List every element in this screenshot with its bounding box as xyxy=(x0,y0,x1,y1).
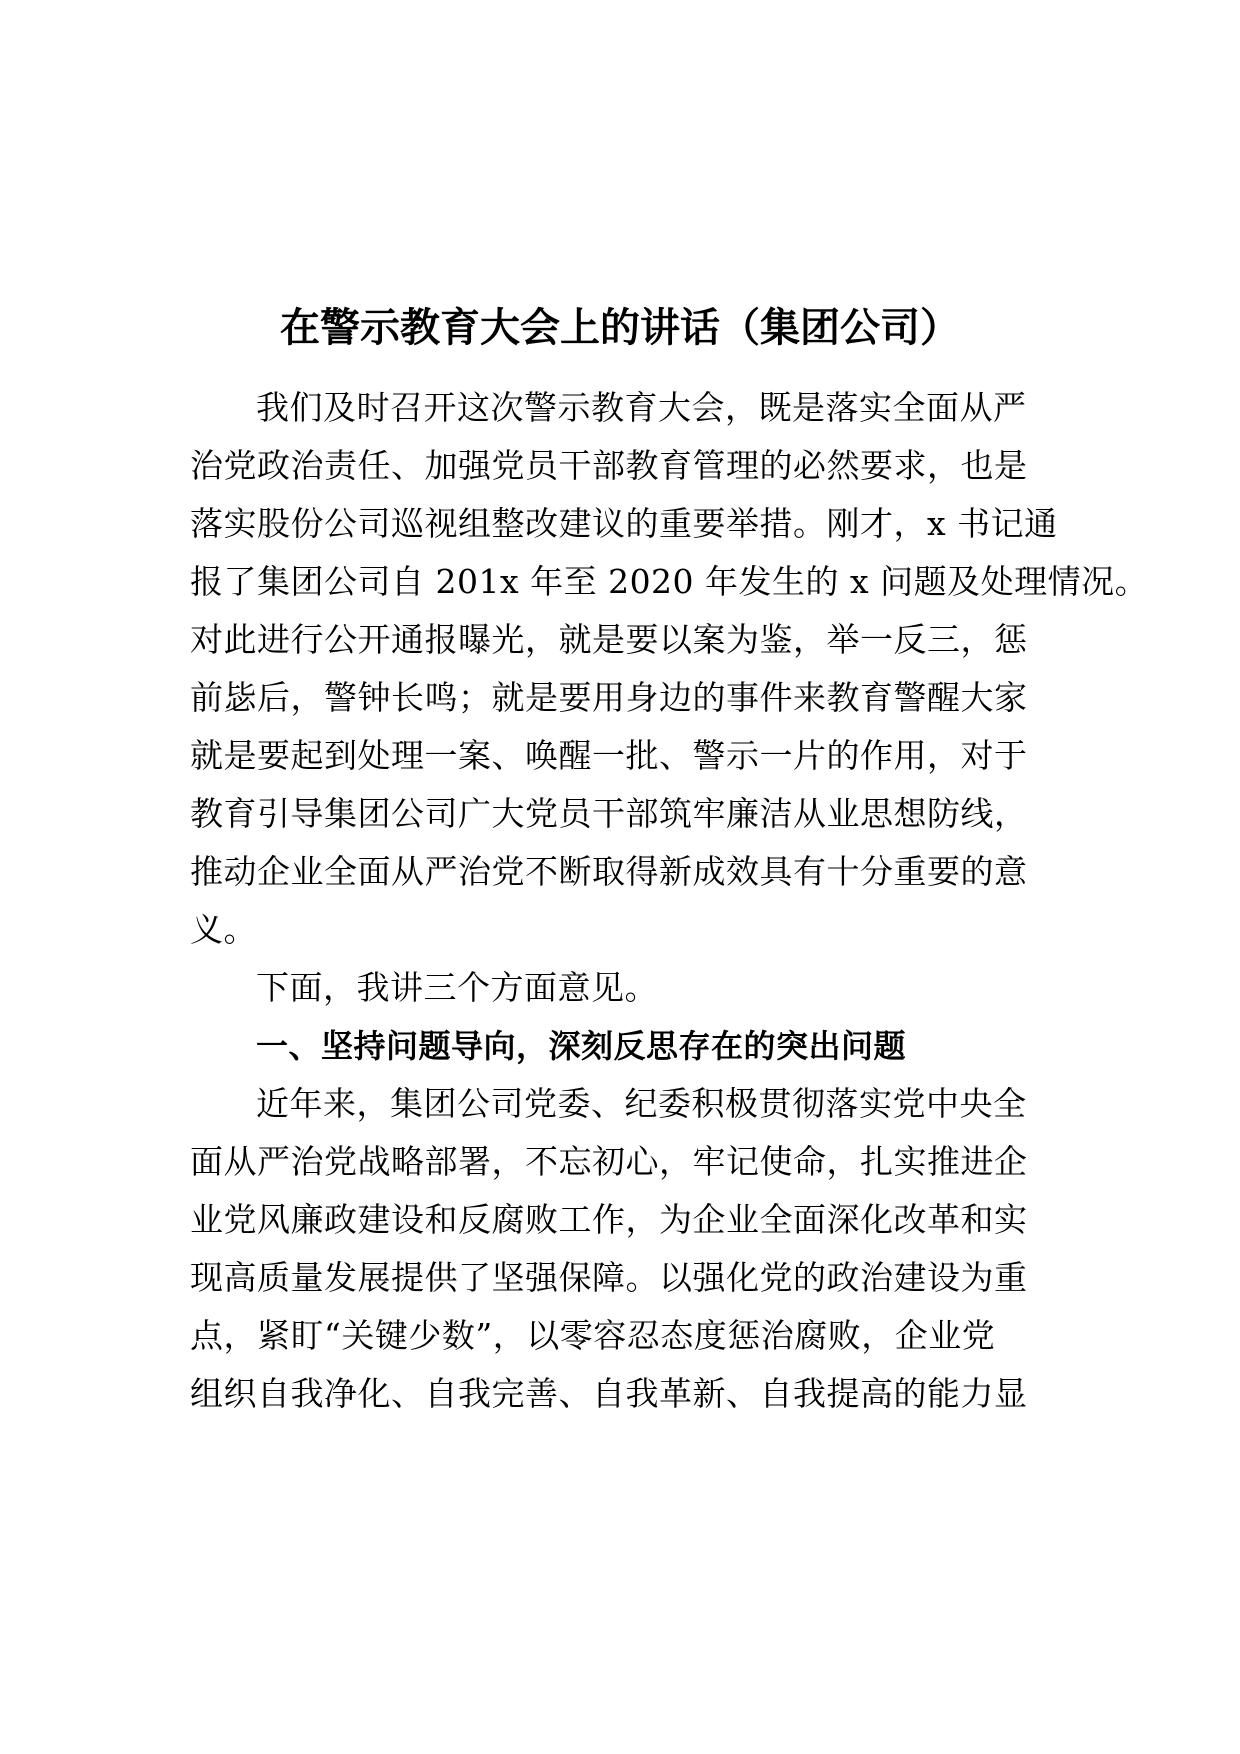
paragraph-line: 现高质量发展提供了坚强保障。以强化党的政治建设为重 xyxy=(190,1258,1028,1297)
paragraph-line: 我们及时召开这次警示教育大会，既是落实全面从严 xyxy=(256,388,1027,427)
paragraph-line: 近年来，集团公司党委、纪委积极贯彻落实党中央全 xyxy=(256,1084,1027,1123)
paragraph-line: 就是要起到处理一案、唤醒一批、警示一片的作用，对于 xyxy=(190,736,1028,775)
paragraph-line: 业党风廉政建设和反腐败工作，为企业全面深化改革和实 xyxy=(190,1200,1028,1239)
paragraph-line: 下面，我讲三个方面意见。 xyxy=(256,968,658,1007)
paragraph-line: 报了集团公司自 201x 年至 2020 年发生的 x 问题及处理情况。 xyxy=(190,562,1149,601)
paragraph-line: 点，紧盯“关键少数”，以零容忍态度惩治腐败，企业党 xyxy=(190,1316,996,1355)
paragraph-line: 治党政治责任、加强党员干部教育管理的必然要求，也是 xyxy=(190,446,1028,485)
paragraph-line: 推动企业全面从严治党不断取得新成效具有十分重要的意 xyxy=(190,852,1028,891)
document-title: 在警示教育大会上的讲话（集团公司） xyxy=(280,305,960,351)
paragraph-line: 教育引导集团公司广大党员干部筑牢廉洁从业思想防线， xyxy=(190,794,1028,833)
paragraph-line: 组织自我净化、自我完善、自我革新、自我提高的能力显 xyxy=(190,1374,1028,1413)
paragraph-line: 义。 xyxy=(190,910,257,949)
section-heading: 一、坚持问题导向，深刻反思存在的突出问题 xyxy=(256,1027,907,1065)
paragraph-line: 对此进行公开通报曝光，就是要以案为鉴，举一反三，惩 xyxy=(190,620,1028,659)
paragraph-line: 落实股份公司巡视组整改建议的重要举措。刚才，x 书记通 xyxy=(190,504,1058,543)
paragraph-line: 前毖后，警钟长鸣；就是要用身边的事件来教育警醒大家 xyxy=(190,678,1028,717)
paragraph-line: 面从严治党战略部署，不忘初心，牢记使命，扎实推进企 xyxy=(190,1142,1028,1181)
